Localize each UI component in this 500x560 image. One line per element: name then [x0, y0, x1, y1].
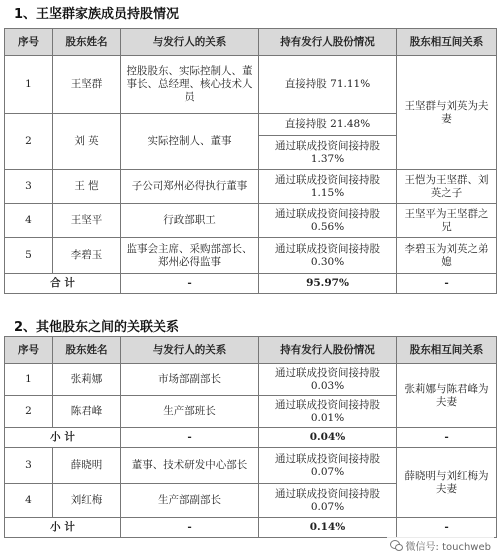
table-row	[5, 204, 497, 238]
header-relation: 与发行人的关系	[121, 29, 259, 56]
cell-name: 陈君峰	[53, 396, 121, 428]
wechat-icon	[390, 540, 403, 551]
header-relation: 与发行人的关系	[121, 337, 259, 364]
cell-holding: 通过联成投资间接持股0.30%	[259, 238, 397, 274]
cell-relation: 监事会主席、采购部部长、郑州必得监事	[121, 238, 259, 274]
header-name: 股东姓名	[53, 29, 121, 56]
other-holdings-table	[4, 336, 497, 538]
table-row	[5, 56, 497, 114]
subtotal-holding: 0.04%	[259, 428, 397, 448]
subtotal-label: 小 计	[5, 428, 121, 448]
cell-mutual: 王坚群与刘英为夫妻	[397, 56, 497, 170]
total-mutual: -	[397, 274, 497, 294]
cell-holding: 直接持股 71.11%	[259, 56, 397, 114]
cell-holding: 通过联成投资间接持股0.56%	[259, 204, 397, 238]
cell-name: 王坚群	[53, 56, 121, 114]
subtotal-holding: 0.14%	[259, 518, 397, 538]
total-label: 合 计	[5, 274, 121, 294]
cell-holding: 通过联成投资间接持股0.07%	[259, 448, 397, 484]
cell-relation: 董事、技术研发中心部长	[121, 448, 259, 484]
cell-no: 2	[5, 396, 53, 428]
family-holdings-table	[4, 28, 497, 294]
total-row	[5, 274, 497, 294]
cell-mutual: 王坚平为王坚群之兄	[397, 204, 497, 238]
cell-no: 3	[5, 170, 53, 204]
cell-no: 4	[5, 484, 53, 518]
cell-relation: 实际控制人、董事	[121, 114, 259, 170]
table-row	[5, 448, 497, 484]
cell-holding: 通过联成投资间接持股1.15%	[259, 170, 397, 204]
cell-name: 薛晓明	[53, 448, 121, 484]
table-row	[5, 170, 497, 204]
header-no: 序号	[5, 337, 53, 364]
cell-name: 李碧玉	[53, 238, 121, 274]
header-holding: 持有发行人股份情况	[259, 29, 397, 56]
header-no: 序号	[5, 29, 53, 56]
cell-name: 王坚平	[53, 204, 121, 238]
table-header-row	[5, 29, 497, 56]
cell-mutual: 薛晓明与刘红梅为夫妻	[397, 448, 497, 518]
subtotal-relation: -	[121, 518, 259, 538]
watermark-text: 微信号: touchweb	[405, 542, 491, 553]
cell-name: 王 恺	[53, 170, 121, 204]
total-holding: 95.97%	[259, 274, 397, 294]
watermark	[387, 537, 494, 554]
table-row	[5, 238, 497, 274]
cell-relation: 行政部职工	[121, 204, 259, 238]
subtotal-relation: -	[121, 428, 259, 448]
section-title-others: 2、其他股东之间的关联关系	[14, 320, 180, 335]
cell-relation: 子公司郑州必得执行董事	[121, 170, 259, 204]
table-row	[5, 364, 497, 396]
cell-no: 2	[5, 114, 53, 170]
cell-holding: 通过联成投资间接持股0.01%	[259, 396, 397, 428]
cell-relation: 生产部副部长	[121, 484, 259, 518]
cell-mutual: 王恺为王坚群、刘英之子	[397, 170, 497, 204]
subtotal-mutual: -	[397, 428, 497, 448]
table-header-row	[5, 337, 497, 364]
total-relation: -	[121, 274, 259, 294]
cell-relation: 生产部班长	[121, 396, 259, 428]
header-mutual: 股东相互间关系	[397, 337, 497, 364]
section-title-family: 1、王坚群家族成员持股情况	[14, 7, 180, 22]
cell-name: 刘 英	[53, 114, 121, 170]
cell-no: 3	[5, 448, 53, 484]
cell-holding: 通过联成投资间接持股0.03%	[259, 364, 397, 396]
cell-holding-indirect: 通过联成投资间接持股1.37%	[259, 136, 397, 170]
subtotal-mutual: -	[397, 518, 497, 538]
subtotal-row	[5, 428, 497, 448]
cell-holding: 直接持股 21.48%	[259, 114, 397, 136]
cell-relation: 市场部副部长	[121, 364, 259, 396]
subtotal-label: 小 计	[5, 518, 121, 538]
cell-relation: 控股股东、实际控制人、董事长、总经理、核心技术人员	[121, 56, 259, 114]
cell-name: 张莉娜	[53, 364, 121, 396]
header-name: 股东姓名	[53, 337, 121, 364]
cell-no: 1	[5, 56, 53, 114]
header-holding: 持有发行人股份情况	[259, 337, 397, 364]
header-mutual: 股东相互间关系	[397, 29, 497, 56]
cell-name: 刘红梅	[53, 484, 121, 518]
subtotal-row	[5, 518, 497, 538]
cell-no: 5	[5, 238, 53, 274]
cell-mutual: 李碧玉为刘英之弟媳	[397, 238, 497, 274]
cell-mutual: 张莉娜与陈君峰为夫妻	[397, 364, 497, 428]
cell-holding: 通过联成投资间接持股0.07%	[259, 484, 397, 518]
cell-no: 1	[5, 364, 53, 396]
cell-no: 4	[5, 204, 53, 238]
